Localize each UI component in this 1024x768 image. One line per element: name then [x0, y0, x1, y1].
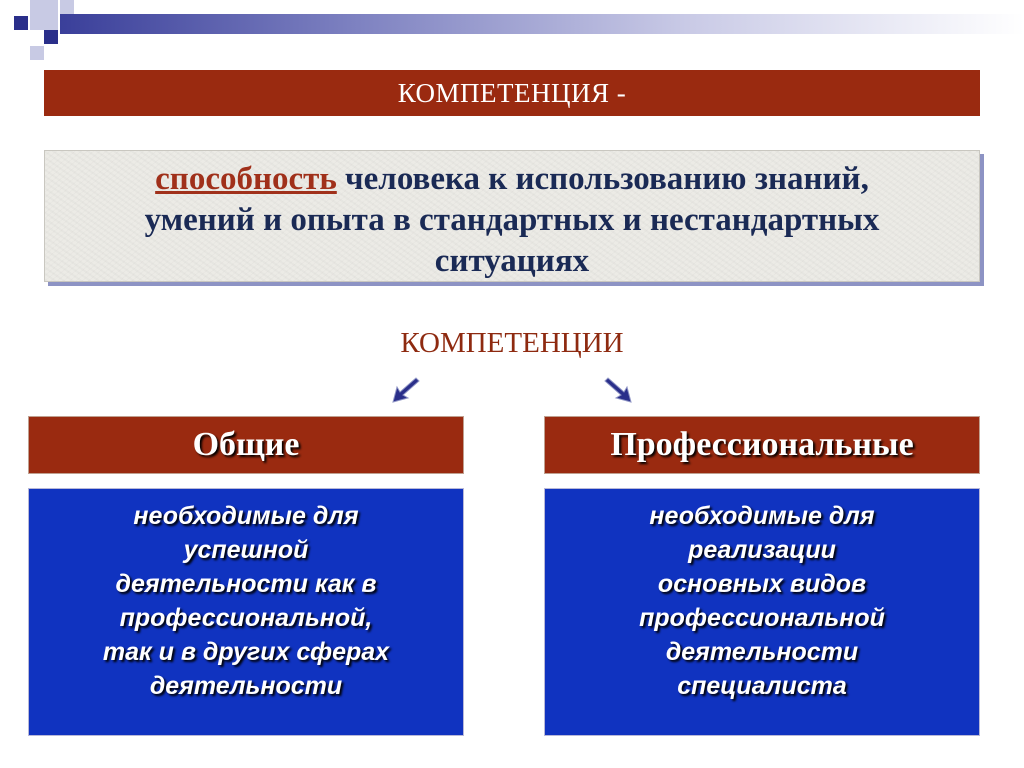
definition-line-1 [65, 159, 959, 200]
body-line: деятельности [149, 672, 343, 700]
category-general-header [28, 416, 464, 474]
category-professional-body [544, 488, 980, 736]
competencies-heading: КОМПЕТЕНЦИИ [400, 327, 624, 359]
body-line: профессиональной, [119, 604, 373, 632]
definition-line-1-rest: человека к использованию знаний, [336, 161, 869, 197]
body-line: необходимые для [649, 502, 875, 530]
definition-box [44, 150, 980, 282]
body-line: специалиста [677, 672, 847, 700]
category-professional-header [544, 416, 980, 474]
body-line: необходимые для [133, 502, 359, 530]
slide-title [44, 70, 980, 116]
body-line: реализации [688, 536, 836, 564]
body-line: деятельности [665, 638, 859, 666]
body-line: так и в других сферах [102, 638, 390, 666]
category-general-body [28, 488, 464, 736]
arrow-down-left-icon [388, 372, 422, 406]
definition-line-3: ситуациях [434, 243, 590, 279]
body-line: деятельности как в [115, 570, 377, 598]
slide-title-text: КОМПЕТЕНЦИЯ - [397, 77, 627, 108]
definition-line-2: умений и опыта в стандартных и нестандартных [144, 202, 880, 238]
body-line: профессиональной [639, 604, 885, 632]
definition-keyword: способность [155, 161, 337, 197]
category-general-title: Общие [192, 426, 300, 463]
body-line: успешной [183, 536, 309, 564]
top-gradient-bar [60, 14, 1024, 34]
arrow-down-right-icon [602, 372, 636, 406]
body-line: основных видов [657, 570, 867, 598]
category-professional-title: Профессиональные [610, 426, 914, 463]
